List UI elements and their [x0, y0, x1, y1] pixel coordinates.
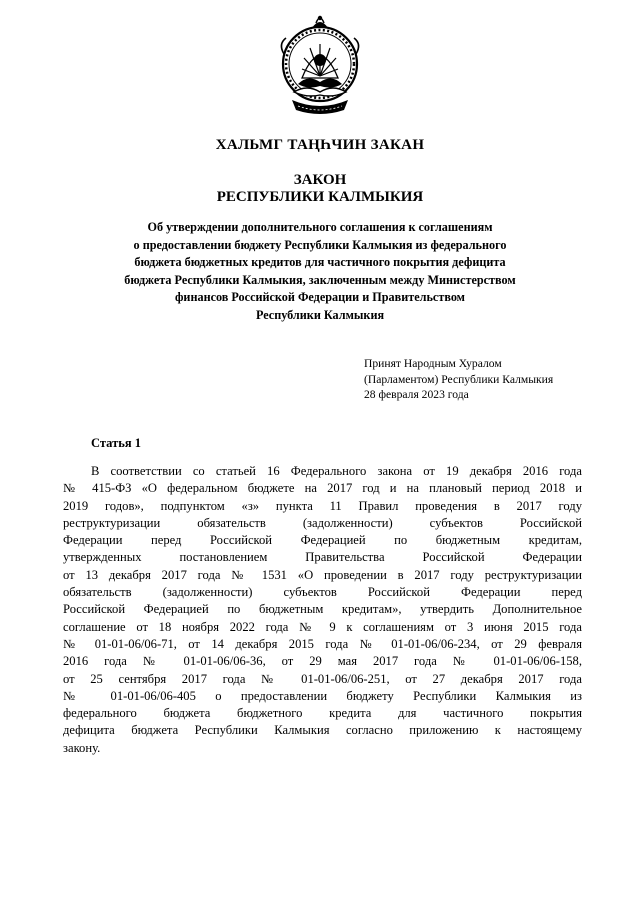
- body-line: реструктуризации обязательств (задолженности) субъектов Российской: [63, 515, 582, 530]
- republic-title: РЕСПУБЛИКИ КАЛМЫКИЯ: [216, 189, 424, 205]
- body-line: 2016 года № 01-01-06/06-36, от 29 мая 2017 года № 01-01-06/06-158,: [63, 654, 582, 669]
- body-line: 2019 годов», подпунктом «з» пункта 11 Правил проведения в 2017 году: [63, 498, 582, 513]
- kalmyk-law-title: ХАЛЬМГ ТАҢҺЧИН ЗАКАН: [215, 137, 425, 153]
- subject-line: о предоставлении бюджету Республики Калмыкия из федерального: [133, 237, 507, 252]
- subject-line: бюджета Республики Калмыкия, заключенным между Министерством: [124, 272, 516, 287]
- subject-line: Об утверждении дополнительного соглашения к соглашениям: [147, 220, 493, 234]
- body-line: соглашение от 18 ноября 2022 года № 9 к соглашениям от 3 июня 2015 года: [63, 619, 582, 634]
- adoption-note: [364, 356, 553, 403]
- body-line: № 415-ФЗ «О федеральном бюджете на 2017 год и на плановый период 2018 и: [63, 481, 582, 496]
- law-title: ЗАКОН: [293, 172, 347, 188]
- law-subject-title: [80, 219, 560, 324]
- body-line: от 25 сентября 2017 года № 01-01-06/06-251, от 27 декабря 2017 года: [63, 671, 582, 686]
- subject-line: финансов Российской Федерации и Правительством: [175, 290, 465, 304]
- body-line: закону.: [63, 740, 101, 755]
- subject-line: Республики Калмыкия: [255, 307, 385, 322]
- body-line: Российской Федерацией по бюджетным кредитам», утвердить Дополнительное: [63, 602, 582, 617]
- subject-line: бюджета бюджетных кредитов для частичного покрытия дефицита: [134, 255, 506, 269]
- body-line: от 13 декабря 2017 года № 1531 «О проведении в 2017 году реструктуризации: [63, 567, 582, 582]
- adoption-line: (Парламентом) Республики Калмыкия: [364, 372, 554, 386]
- body-line: обязательств (задолженности) субъектов Российской Федерации перед: [63, 585, 582, 600]
- body-line: федерального бюджета бюджетного кредита для частичного покрытия: [63, 706, 582, 721]
- body-line: № 01-01-06/06-71, от 14 декабря 2015 года № 01-01-06/06-234, от 29 февраля: [63, 636, 582, 651]
- body-line: утвержденных постановлением Правительства Российской Федерации: [63, 550, 582, 565]
- body-line: дефицита бюджета Республики Калмыкия согласно приложению к настоящему: [63, 723, 582, 738]
- coat-of-arms-emblem: [272, 14, 368, 116]
- adoption-line: Принят Народным Хуралом: [364, 357, 502, 370]
- article-heading: Статья 1: [91, 436, 141, 450]
- adoption-date: 28 февраля 2023 года: [364, 388, 469, 401]
- article-body: [63, 463, 582, 757]
- body-line: В соответствии со статьей 16 Федерального закона от 19 декабря 2016 года: [91, 464, 582, 478]
- body-line: № 01-01-06/06-405 о предоставлении бюджету Республики Калмыкия из: [63, 688, 582, 703]
- body-line: Федерации перед Российской Федерацией по бюджетным кредитам,: [63, 533, 582, 548]
